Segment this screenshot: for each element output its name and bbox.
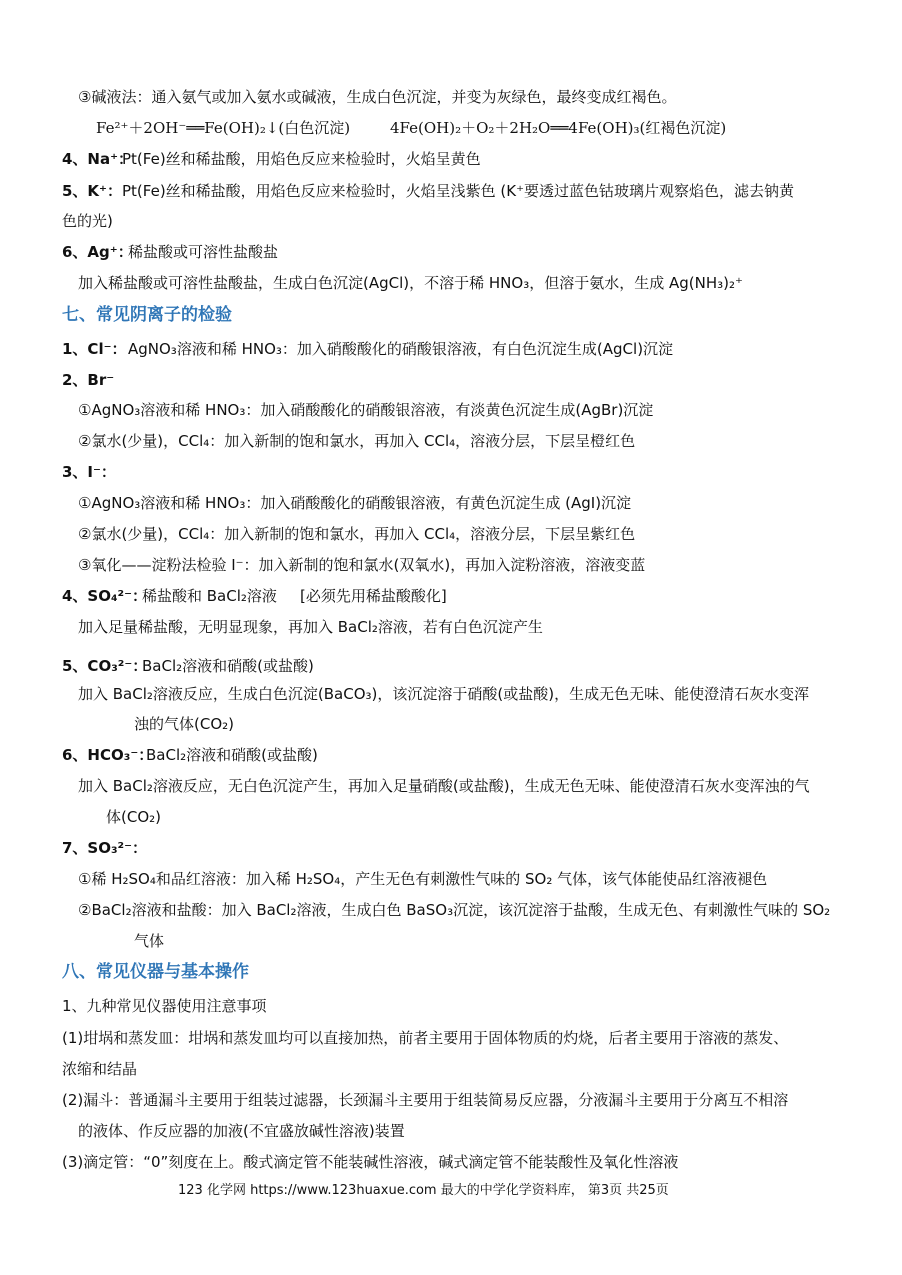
i-method-2: ②氯水(少量)，CCl₄：加入新制的饱和氯水，再加入 CCl₄，溶液分层，下层呈紫红色 xyxy=(78,525,636,543)
cl-text: AgNO₃溶液和稀 HNO₃：加入硝酸酸化的硝酸银溶液，有白色沉淀生成(AgCl)沉淀 xyxy=(128,340,674,358)
burette-text: (3)滴定管：“0”刻度在上。酸式滴定管不能装碱性溶液，碱式滴定管不能装酸性及氧化性溶液 xyxy=(62,1153,679,1171)
br-method-2: ②氯水(少量)，CCl₄：加入新制的饱和氯水，再加入 CCl₄，溶液分层，下层呈橙红色 xyxy=(78,432,636,450)
hco3-text: 加入 BaCl₂溶液反应，无白色沉淀产生，再加入足量硝酸(或盐酸)，生成无色无味、能使澄清石灰水变浑浊的气 xyxy=(78,777,810,795)
i-method-1: ①AgNO₃溶液和稀 HNO₃：加入硝酸酸化的硝酸银溶液，有黄色沉淀生成 (AgI)沉淀 xyxy=(78,494,632,512)
funnel-text-cont: 的液体、作反应器的加液(不宜盛放碱性溶液)装置 xyxy=(78,1122,405,1140)
so3-method-1: ①稀 H₂SO₄和品红溶液：加入稀 H₂SO₄，产生无色有刺激性气味的 SO₂ 气体，该气体能使品红溶液褪色 xyxy=(78,870,768,888)
i-heading: 3、I⁻： xyxy=(62,463,116,481)
co3-text: 加入 BaCl₂溶液反应，生成白色沉淀(BaCO₃)，该沉淀溶于硝酸(或盐酸)，生成无色无味、能使澄清石灰水变浑 xyxy=(78,685,810,703)
k-text-cont: 色的光) xyxy=(62,212,113,230)
ag-text: 加入稀盐酸或可溶性盐酸盐，生成白色沉淀(AgCl)，不溶于稀 HNO₃，但溶于氨水，生成 Ag(NH₃)₂⁺ xyxy=(78,274,743,292)
so4-heading: 4、SO₄²⁻： xyxy=(62,587,148,605)
ag-reagent: 稀盐酸或可溶性盐酸盐 xyxy=(128,243,279,261)
co3-heading: 5、CO₃²⁻： xyxy=(62,657,148,675)
page-footer: 123 化学网 https://www.123huaxue.com 最大的中学化学资料库， 第3页 共25页 xyxy=(178,1183,669,1198)
hco3-reagent: BaCl₂溶液和硝酸(或盐酸) xyxy=(146,746,318,764)
so4-note: [必须先用稀盐酸酸化] xyxy=(300,587,447,605)
instruments-subheading: 1、九种常见仪器使用注意事项 xyxy=(62,997,267,1015)
alkali-method-line: ③碱液法：通入氨气或加入氨水或碱液，生成白色沉淀，并变为灰绿色，最终变成红褐色。 xyxy=(78,88,677,106)
co3-text-cont: 浊的气体(CO₂) xyxy=(134,715,234,733)
br-method-1: ①AgNO₃溶液和稀 HNO₃：加入硝酸酸化的硝酸银溶液，有淡黄色沉淀生成(AgBr)沉淀 xyxy=(78,401,654,419)
fe2-equation: Fe²⁺＋2OH⁻══Fe(OH)₂↓(白色沉淀) xyxy=(96,119,351,137)
k-heading: 5、K⁺： xyxy=(62,182,122,200)
br-heading: 2、Br⁻ xyxy=(62,371,115,389)
section-eight-title: 八、常见仪器与基本操作 xyxy=(62,962,249,982)
ag-heading: 6、Ag⁺： xyxy=(62,243,133,261)
cl-heading: 1、Cl⁻： xyxy=(62,340,127,358)
crucible-text-cont: 浓缩和结晶 xyxy=(62,1060,138,1078)
so3-method-2-cont: 气体 xyxy=(134,932,165,950)
na-text: Pt(Fe)丝和稀盐酸，用焰色反应来检验时，火焰呈黄色 xyxy=(122,150,481,168)
hco3-heading: 6、HCO₃⁻： xyxy=(62,746,154,764)
k-text: Pt(Fe)丝和稀盐酸，用焰色反应来检验时，火焰呈浅紫色 (K⁺要透过蓝色钴玻璃片观察焰色，滤去钠黄 xyxy=(122,182,795,200)
fe-oxidation-equation: 4Fe(OH)₂＋O₂＋2H₂O══4Fe(OH)₃(红褐色沉淀) xyxy=(390,119,727,137)
i-method-3: ③氧化——淀粉法检验 I⁻：加入新制的饱和氯水(双氧水)，再加入淀粉溶液，溶液变蓝 xyxy=(78,556,646,574)
so3-method-2: ②BaCl₂溶液和盐酸：加入 BaCl₂溶液，生成白色 BaSO₃沉淀，该沉淀溶于盐酸，生成无色、有刺激性气味的 SO₂ xyxy=(78,901,831,919)
funnel-text: (2)漏斗：普通漏斗主要用于组装过滤器，长颈漏斗主要用于组装简易反应器，分液漏斗主要用于分离互不相溶 xyxy=(62,1091,789,1109)
co3-reagent: BaCl₂溶液和硝酸(或盐酸) xyxy=(142,657,314,675)
na-heading: 4、Na⁺： xyxy=(62,150,134,168)
hco3-text-cont: 体(CO₂) xyxy=(106,808,161,826)
section-seven-title: 七、常见阴离子的检验 xyxy=(62,305,232,325)
crucible-text: (1)坩埚和蒸发皿：坩埚和蒸发皿均可以直接加热，前者主要用于固体物质的灼烧，后者主要用于溶液的蒸发、 xyxy=(62,1029,789,1047)
so4-text: 加入足量稀盐酸，无明显现象，再加入 BaCl₂溶液，若有白色沉淀产生 xyxy=(78,618,543,636)
so4-reagent: 稀盐酸和 BaCl₂溶液 xyxy=(142,587,277,605)
so3-heading: 7、SO₃²⁻： xyxy=(62,839,148,857)
